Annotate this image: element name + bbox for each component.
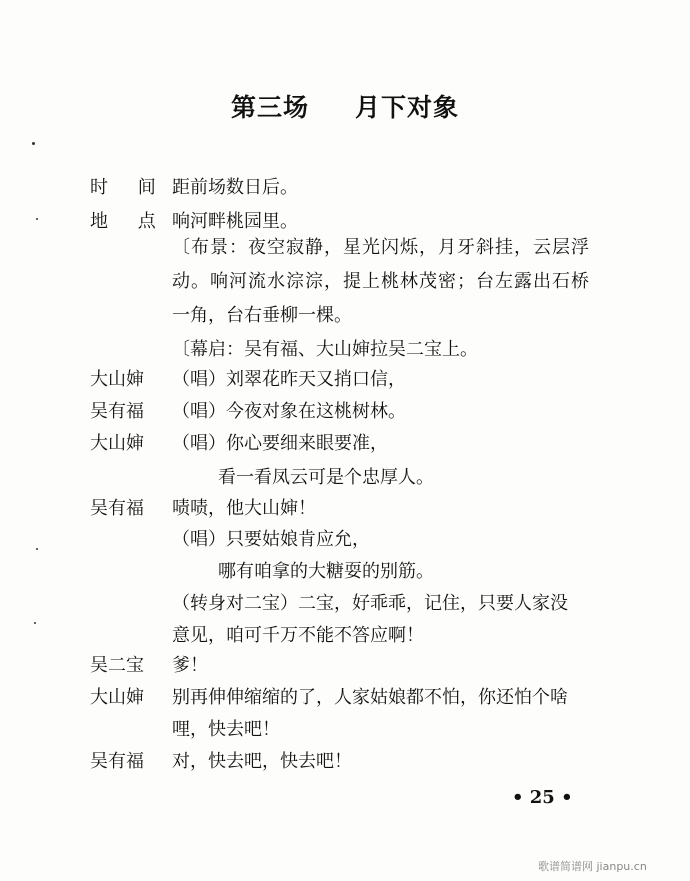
dialogue-line: 爹！: [172, 655, 208, 676]
setting-line-2: 动。响河流水淙淙，提上桃林茂密；台左露出石桥: [172, 271, 590, 292]
scene-name: 月下对象: [355, 93, 460, 122]
scan-speck: [32, 142, 35, 145]
site-watermark: 歌谱简谱网 jianpu.cn: [538, 860, 647, 873]
place-text: 响河畔桃园里。: [172, 211, 298, 232]
dialogue-line: （唱）今夜对象在这桃树林。: [172, 401, 406, 422]
time-text: 距前场数日后。: [172, 177, 298, 198]
scene-title: [0, 88, 690, 124]
speaker: 大山婶: [90, 433, 144, 454]
dialogue-line: 啧啧，他大山婶！: [172, 498, 316, 519]
dialogue-line: （唱）只要姑娘肯应允，: [172, 529, 370, 550]
dialogue-line: 别再伸伸缩缩的了，人家姑娘都不怕，你还怕个啥: [172, 687, 568, 708]
place-label: 地 点: [90, 211, 168, 232]
dialogue-line: （唱）你心要细来眼要准，: [172, 433, 388, 454]
dialogue-line: 看一看凤云可是个忠厚人。: [218, 467, 434, 488]
setting-line-1: 〔布景：夜空寂静，星光闪烁，月牙斜挂，云层浮: [172, 237, 590, 258]
scan-speck: [36, 548, 38, 550]
speaker: 吴有福: [90, 401, 144, 422]
setting-line-3: 一角，台右垂柳一棵。: [172, 305, 352, 326]
dialogue-line: （唱）刘翠花昨天又捎口信，: [172, 369, 406, 390]
scene-number: 第三场: [230, 93, 309, 122]
scan-speck: [36, 218, 38, 220]
scan-speck: [34, 622, 36, 624]
dialogue-line: 意见，咱可千万不能不答应啊！: [172, 625, 424, 646]
speaker: 吴有福: [90, 751, 144, 772]
speaker: 吴二宝: [90, 655, 144, 676]
speaker: 吴有福: [90, 498, 144, 519]
speaker: 大山婶: [90, 687, 144, 708]
dialogue-line: 哩，快去吧！: [172, 719, 280, 740]
dialogue-line: （转身对二宝）二宝，好乖乖，记住，只要人家没: [172, 593, 568, 614]
dialogue-line: 对，快去吧，快去吧！: [172, 751, 352, 772]
dialogue-line: 哪有咱拿的大糖耍的别筋。: [218, 561, 434, 582]
curtain-line: 〔幕启：吴有福、大山婶拉吴二宝上。: [172, 339, 478, 360]
time-label: 时 间: [90, 177, 168, 198]
speaker: 大山婶: [90, 369, 144, 390]
page-number: • 25 •: [512, 787, 573, 808]
